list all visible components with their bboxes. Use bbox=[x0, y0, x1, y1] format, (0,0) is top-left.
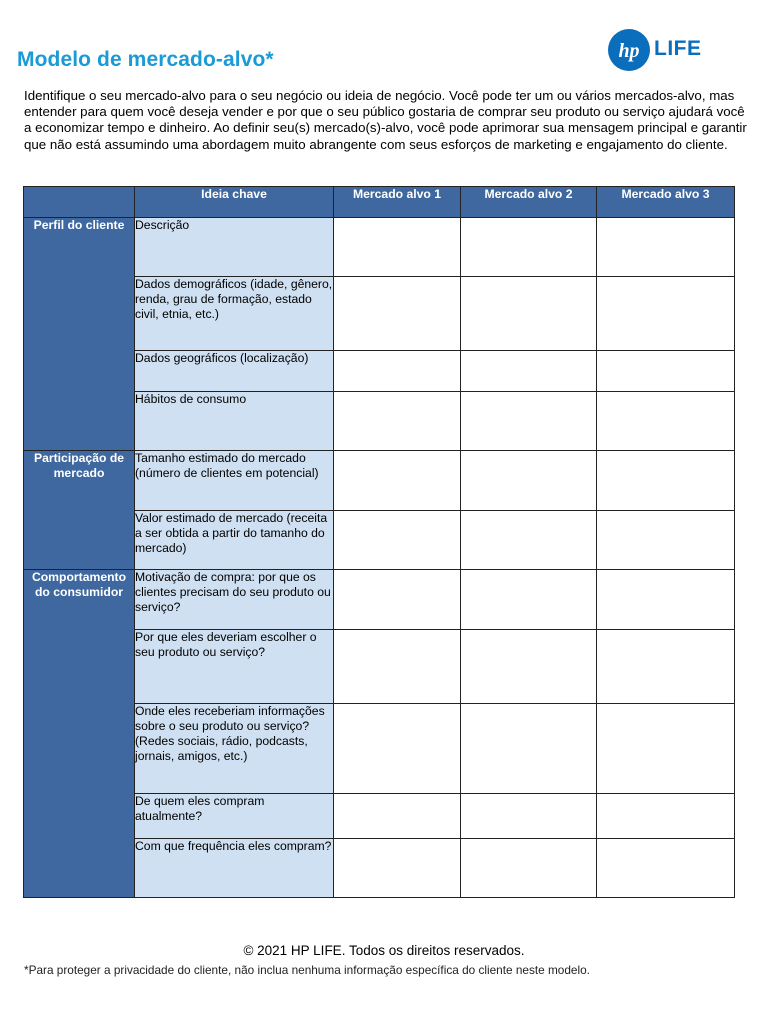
header-key-idea: Ideia chave bbox=[135, 187, 334, 218]
market-1-cell[interactable] bbox=[334, 839, 461, 898]
market-1-cell[interactable] bbox=[334, 218, 461, 277]
header-market-1: Mercado alvo 1 bbox=[334, 187, 461, 218]
market-3-cell[interactable] bbox=[597, 392, 735, 451]
key-cell: Motivação de compra: por que os clientes precisam do seu produto ou serviço? bbox=[135, 570, 334, 630]
market-2-cell[interactable] bbox=[461, 630, 597, 704]
copyright-footer: © 2021 HP LIFE. Todos os direitos reservados. bbox=[243, 943, 525, 958]
market-2-cell[interactable] bbox=[461, 794, 597, 839]
market-1-cell[interactable] bbox=[334, 704, 461, 794]
key-cell: Valor estimado de mercado (receita a ser obtida a partir do tamanho do mercado) bbox=[135, 511, 334, 570]
market-2-cell[interactable] bbox=[461, 277, 597, 351]
intro-paragraph: Identifique o seu mercado-alvo para o seu negócio ou ideia de negócio. Você pode ter um ou vários mercados-alvo, mas entender para quem você deseja vender e por que o seu público gostaria de comprar seu produto ou serviço ajudará você a economizar tempo e dinheiro. Ao definir seu(s) mercado(s)-alvo, você pode aprimorar sua mensagem principal e garantir que não está assumindo uma abordagem muito abrangente com seus esforços de marketing e engajamento do cliente. bbox=[24, 88, 747, 152]
header-market-2: Mercado alvo 2 bbox=[461, 187, 597, 218]
header-empty bbox=[24, 187, 135, 218]
market-2-cell[interactable] bbox=[461, 218, 597, 277]
category-customer-profile: Perfil do cliente bbox=[24, 218, 135, 451]
market-2-cell[interactable] bbox=[461, 704, 597, 794]
market-3-cell[interactable] bbox=[597, 839, 735, 898]
header-market-3: Mercado alvo 3 bbox=[597, 187, 735, 218]
key-cell: Hábitos de consumo bbox=[135, 392, 334, 451]
table-row bbox=[24, 451, 735, 511]
hp-life-logo bbox=[607, 28, 703, 72]
logo-text: LIFE bbox=[654, 37, 702, 60]
market-1-cell[interactable] bbox=[334, 570, 461, 630]
market-1-cell[interactable] bbox=[334, 630, 461, 704]
category-market-share: Participação de mercado bbox=[24, 451, 135, 570]
market-3-cell[interactable] bbox=[597, 277, 735, 351]
market-2-cell[interactable] bbox=[461, 392, 597, 451]
market-3-cell[interactable] bbox=[597, 630, 735, 704]
market-2-cell[interactable] bbox=[461, 351, 597, 392]
category-consumer-behavior: Comportamento do consumidor bbox=[24, 570, 135, 898]
market-1-cell[interactable] bbox=[334, 794, 461, 839]
market-3-cell[interactable] bbox=[597, 704, 735, 794]
key-cell: Dados demográficos (idade, gênero, renda, grau de formação, estado civil, etnia, etc.) bbox=[135, 277, 334, 351]
market-2-cell[interactable] bbox=[461, 570, 597, 630]
market-3-cell[interactable] bbox=[597, 570, 735, 630]
hp-logo-icon bbox=[607, 28, 651, 72]
table-row bbox=[24, 218, 735, 277]
market-3-cell[interactable] bbox=[597, 794, 735, 839]
key-cell: Tamanho estimado do mercado (número de clientes em potencial) bbox=[135, 451, 334, 511]
key-cell: Por que eles deveriam escolher o seu produto ou serviço? bbox=[135, 630, 334, 704]
market-1-cell[interactable] bbox=[334, 392, 461, 451]
target-market-table bbox=[23, 186, 735, 898]
market-3-cell[interactable] bbox=[597, 218, 735, 277]
market-3-cell[interactable] bbox=[597, 451, 735, 511]
market-2-cell[interactable] bbox=[461, 511, 597, 570]
market-2-cell[interactable] bbox=[461, 839, 597, 898]
svg-text:hp: hp bbox=[618, 40, 640, 62]
market-2-cell[interactable] bbox=[461, 451, 597, 511]
market-1-cell[interactable] bbox=[334, 451, 461, 511]
key-cell: Onde eles receberiam informações sobre o seu produto ou serviço? (Redes sociais, rádio, podcasts, jornais, amigos, etc.) bbox=[135, 704, 334, 794]
market-1-cell[interactable] bbox=[334, 351, 461, 392]
market-3-cell[interactable] bbox=[597, 511, 735, 570]
market-1-cell[interactable] bbox=[334, 511, 461, 570]
key-cell: Com que frequência eles compram? bbox=[135, 839, 334, 898]
table-header-row bbox=[24, 187, 735, 218]
market-1-cell[interactable] bbox=[334, 277, 461, 351]
privacy-footnote: *Para proteger a privacidade do cliente, não inclua nenhuma informação específica do cliente neste modelo. bbox=[24, 963, 590, 977]
page-title: Modelo de mercado-alvo* bbox=[17, 48, 274, 71]
key-cell: De quem eles compram atualmente? bbox=[135, 794, 334, 839]
table-row bbox=[24, 570, 735, 630]
key-cell: Descrição bbox=[135, 218, 334, 277]
market-3-cell[interactable] bbox=[597, 351, 735, 392]
key-cell: Dados geográficos (localização) bbox=[135, 351, 334, 392]
